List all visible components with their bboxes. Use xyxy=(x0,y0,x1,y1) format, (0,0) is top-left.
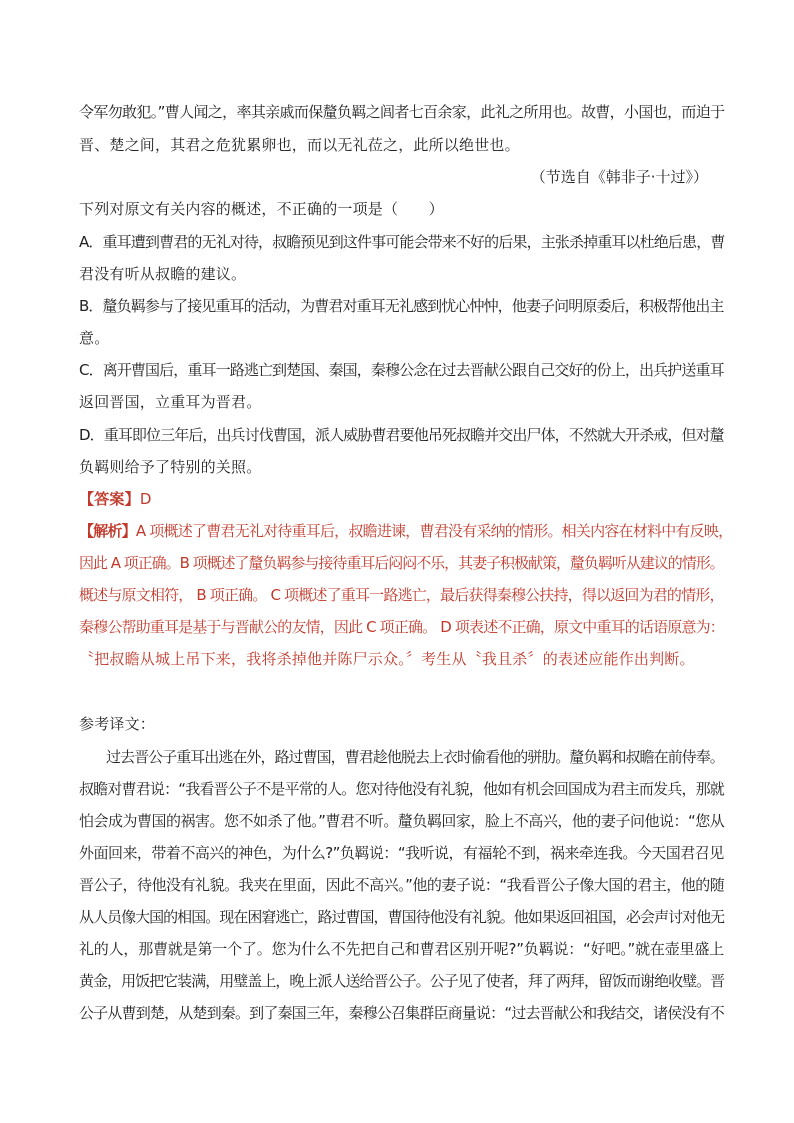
translation-line: 怕会成为曹国的祸害。您不如杀了他。”曹君不听。釐负羁回家，脸上不高兴，他的妻子问他说：“您从 xyxy=(79,812,725,830)
option-b-line: B．釐负羁参与了接见重耳的活动，为曹君对重耳无礼感到忧心忡忡，他妻子问明原委后，积极帮他出主 xyxy=(79,297,724,315)
translation-heading: 参考译文： xyxy=(79,715,156,733)
analysis-label: 【解析】 xyxy=(79,522,136,540)
analysis-line: 因此 A 项正确。B 项概述了釐负羁参与接待重耳后闷闷不乐，其妻子积极献策，釐负羁听从建议的情形。 xyxy=(79,554,724,572)
answer-value: D xyxy=(139,490,152,508)
passage-line: 令军勿敢犯。”曹人闻之，率其亲戚而保釐负羁之闾者七百余家，此礼之所用也。故曹，小国也，而迫于 xyxy=(79,103,725,121)
translation-line: 礼的人，那曹就是第一个了。您为什么不先把自己和曹君区别开呢?”负羁说：“好吧。”就在壶里盛上 xyxy=(79,940,724,958)
answer-label: 【答案】 xyxy=(79,490,140,508)
question-stem: 下列对原文有关内容的概述，不正确的一项是（ ） xyxy=(79,200,444,218)
translation-line: 过去晋公子重耳出逃在外，路过曹国，曹君趁他脱去上衣时偷看他的骈肋。釐负羁和叔瞻在前侍奉。 xyxy=(106,748,724,766)
translation-line: 从人员像大国的相国。现在困窘逃亡，路过曹国，曹国待他没有礼貌。他如果返回祖国，必会声讨对他无 xyxy=(79,908,725,926)
option-c-line: C．离开曹国后，重耳一路逃亡到楚国、秦国，秦穆公念在过去晋献公跟自己交好的份上，出兵护送重耳 xyxy=(79,361,724,379)
analysis-line: 秦穆公帮助重耳是基于与晋献公的友情，因此 C 项正确。 D 项表述不正确，原文中重耳的话语原意为： xyxy=(79,618,724,636)
translation-line: 黄金，用饭把它装满，用璧盖上，晚上派人送给晋公子。公子见了使者，拜了两拜，留饭而谢绝收璧。晋 xyxy=(79,972,725,990)
option-a-line: 君没有听从叔瞻的建议。 xyxy=(79,265,247,283)
analysis-line xyxy=(79,520,732,541)
translation-line: 外面回来，带着不高兴的神色，为什么?”负羁说：“我听说，有福轮不到，祸来牵连我。今天国君召见 xyxy=(79,844,724,862)
translation-line: 公子从曹到楚，从楚到秦。到了秦国三年，秦穆公召集群臣商量说：“过去晋献公和我结交，诸侯没有不 xyxy=(79,1004,724,1022)
option-d-line: 负羁则给予了特别的关照。 xyxy=(79,458,262,476)
analysis-line: 概述与原文相符， B 项正确。 C 项概述了重耳一路逃亡，最后获得秦穆公扶持，得以返回为君的情形， xyxy=(79,586,724,604)
option-c-line: 返回晋国，立重耳为晋君。 xyxy=(79,393,262,411)
option-b-line: 意。 xyxy=(79,329,110,347)
translation-line: 叔瞻对曹君说：“我看晋公子不是平常的人。您对待他没有礼貌，他如有机会回国成为君主而发兵，那就 xyxy=(79,780,724,798)
option-d-line: D．重耳即位三年后，出兵讨伐曹国，派人威胁曹君要他吊死叔瞻并交出尸体，不然就大开杀戒，但对釐 xyxy=(79,426,724,444)
translation-line: 晋公子，待他没有礼貌。我夹在里面，因此不高兴。”他的妻子说：“我看晋公子像大国的君主，他的随 xyxy=(79,876,725,894)
source-citation: （节选自《韩非子·十过》） xyxy=(530,168,708,186)
option-a-line: A．重耳遭到曹君的无礼对待，叔瞻预见到这件事可能会带来不好的后果，主张杀掉重耳以杜绝后患，曹 xyxy=(79,233,725,251)
answer-line xyxy=(79,488,152,509)
analysis-line: 〝把叔瞻从城上吊下来，我将杀掉他并陈尸示众。〞考生从〝我且杀〞的表述应能作出判断。 xyxy=(79,650,695,668)
passage-line: 晋、楚之间，其君之危犹累卵也，而以无礼莅之，此所以绝世也。 xyxy=(79,136,520,154)
analysis-text: A 项概述了曹君无礼对待重耳后，叔瞻进谏，曹君没有采纳的情形。相关内容在材料中有反映， xyxy=(135,522,733,540)
